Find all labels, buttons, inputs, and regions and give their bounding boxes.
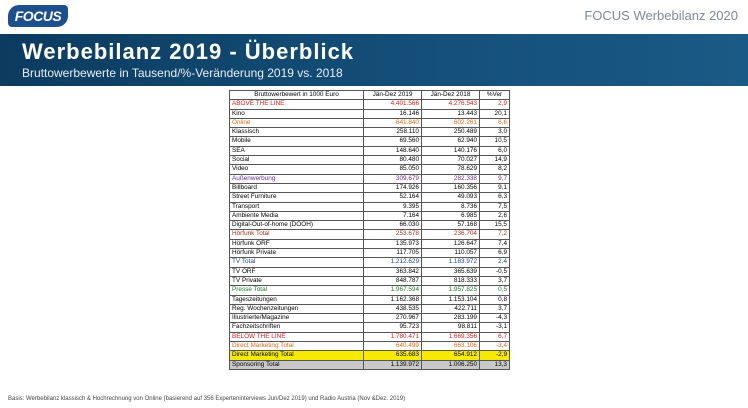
row-value-2019: 1.212.629 (364, 258, 422, 267)
table-header-row (230, 91, 510, 100)
row-value-2019: 69.560 (364, 137, 422, 146)
top-bar (0, 0, 748, 34)
row-percent-change: 13,3 (480, 360, 510, 369)
row-value-2019: 640.499 (364, 342, 422, 351)
row-percent-change: 7,4 (480, 239, 510, 248)
row-percent-change: -3,4 (480, 342, 510, 351)
row-label: Street Furniture (230, 193, 364, 202)
row-label: SEA (230, 146, 364, 155)
row-percent-change: 10,5 (480, 137, 510, 146)
row-label: Fachzeitschriften (230, 323, 364, 332)
row-value-2019: 174.926 (364, 183, 422, 192)
row-percent-change: 3,7 (480, 276, 510, 285)
table-row (230, 118, 510, 127)
row-value-2019: 641.840 (364, 118, 422, 127)
row-label: Social (230, 156, 364, 165)
row-percent-change: 6,7 (480, 332, 510, 341)
row-value-2019: 7.164 (364, 211, 422, 220)
advertising-table (229, 90, 510, 370)
row-value-2018: 70.027 (422, 156, 480, 165)
row-value-2019: 80.480 (364, 156, 422, 165)
row-value-2019: 85.050 (364, 165, 422, 174)
row-value-2018: 98.811 (422, 323, 480, 332)
row-percent-change: 14,9 (480, 156, 510, 165)
row-value-2019: 135.973 (364, 239, 422, 248)
header-2019: Jän-Dez 2019 (364, 91, 422, 100)
row-value-2019: 1.139.972 (364, 360, 422, 369)
row-percent-change: 7,2 (480, 230, 510, 239)
row-label: Klassisch (230, 128, 364, 137)
row-percent-change: 9,7 (480, 174, 510, 183)
row-percent-change: 6,3 (480, 193, 510, 202)
row-value-2018: 365.639 (422, 267, 480, 276)
footnote: Basis: Werbebilanz klassisch & Hochrechnung von Online (basierend auf 356 Experteninterviews Jun/Dez 2019) und Radio Austria (Nov &Dez. 2019) (8, 396, 406, 402)
row-value-2018: 13.443 (422, 109, 480, 118)
row-percent-change: 0,8 (480, 295, 510, 304)
table-row (230, 146, 510, 155)
row-label: Tageszeitungen (230, 295, 364, 304)
row-label: Ambiente Media (230, 211, 364, 220)
row-value-2018: 602.261 (422, 118, 480, 127)
row-value-2018: 818.333 (422, 276, 480, 285)
data-table-wrapper (229, 90, 510, 370)
row-value-2018: 78.629 (422, 165, 480, 174)
row-value-2018: 4.276.543 (422, 100, 480, 109)
row-label: Video (230, 165, 364, 174)
row-label: ABOVE THE LINE (230, 100, 364, 109)
row-label: TV ORF (230, 267, 364, 276)
row-value-2019: 438.535 (364, 304, 422, 313)
row-value-2018: 126.647 (422, 239, 480, 248)
row-label: Mobile (230, 137, 364, 146)
table-row (230, 360, 510, 369)
row-value-2019: 1.780.471 (364, 332, 422, 341)
row-label: Billboard (230, 183, 364, 192)
row-percent-change: 0,5 (480, 286, 510, 295)
row-label: Direct Marketing Total (230, 342, 364, 351)
row-value-2019: 4.401.566 (364, 100, 422, 109)
row-value-2019: 253.678 (364, 230, 422, 239)
row-label: Hörfunk Private (230, 249, 364, 258)
row-label: Sponsoring Total (230, 360, 364, 369)
row-percent-change: 2,9 (480, 100, 510, 109)
row-percent-change: 6,0 (480, 146, 510, 155)
table-row (230, 351, 510, 360)
row-label: Illustrierte/Magazine (230, 314, 364, 323)
row-value-2019: 52.164 (364, 193, 422, 202)
row-value-2019: 258.110 (364, 128, 422, 137)
row-value-2019: 309.679 (364, 174, 422, 183)
row-value-2018: 282.338 (422, 174, 480, 183)
row-value-2019: 95.723 (364, 323, 422, 332)
row-value-2018: 160.356 (422, 183, 480, 192)
row-value-2018: 663.106 (422, 342, 480, 351)
row-value-2018: 236.704 (422, 230, 480, 239)
row-percent-change: 15,5 (480, 221, 510, 230)
row-label: Transport (230, 202, 364, 211)
row-percent-change: 9,1 (480, 183, 510, 192)
table-row (230, 193, 510, 202)
row-label: TV Private (230, 276, 364, 285)
row-value-2018: 8.736 (422, 202, 480, 211)
row-label: TV Total (230, 258, 364, 267)
row-value-2019: 1.162.368 (364, 295, 422, 304)
title-banner (0, 34, 748, 86)
row-percent-change: 20,1 (480, 109, 510, 118)
row-label: Hörfunk Total (230, 230, 364, 239)
row-percent-change: -2,9 (480, 351, 510, 360)
table-row (230, 230, 510, 239)
table-row (230, 332, 510, 341)
row-value-2019: 635.683 (364, 351, 422, 360)
row-label: Direct Marketing Total (230, 351, 364, 360)
table-row (230, 100, 510, 109)
table-row (230, 304, 510, 313)
row-value-2018: 1.669.356 (422, 332, 480, 341)
row-percent-change: 3,0 (480, 128, 510, 137)
row-label: BELOW THE LINE (230, 332, 364, 341)
row-value-2018: 6.985 (422, 211, 480, 220)
row-value-2018: 1.006.250 (422, 360, 480, 369)
table-row (230, 314, 510, 323)
row-value-2018: 1.153.104 (422, 295, 480, 304)
brand-title: FOCUS Werbebilanz 2020 (584, 8, 738, 23)
row-percent-change: 6,6 (480, 118, 510, 127)
row-value-2018: 1.957.825 (422, 286, 480, 295)
table-row (230, 109, 510, 118)
row-percent-change: 6,9 (480, 249, 510, 258)
row-value-2019: 148.640 (364, 146, 422, 155)
focus-logo: FOCUS (8, 5, 68, 27)
row-value-2018: 283.199 (422, 314, 480, 323)
row-percent-change: -3,1 (480, 323, 510, 332)
table-row (230, 342, 510, 351)
row-percent-change: 3,7 (480, 304, 510, 313)
table-row (230, 128, 510, 137)
row-percent-change: 8,2 (480, 165, 510, 174)
table-row (230, 137, 510, 146)
table-row (230, 295, 510, 304)
row-value-2018: 250.489 (422, 128, 480, 137)
header-category: Bruttowerbewert in 1000 Euro (230, 91, 364, 100)
row-label: Online (230, 118, 364, 127)
row-value-2018: 654.912 (422, 351, 480, 360)
row-label: Außenwerbung (230, 174, 364, 183)
table-row (230, 239, 510, 248)
table-body (230, 100, 510, 370)
table-row (230, 211, 510, 220)
row-percent-change: -0,5 (480, 267, 510, 276)
row-percent-change: 2,6 (480, 211, 510, 220)
row-percent-change: -4,3 (480, 314, 510, 323)
row-percent-change: 2,4 (480, 258, 510, 267)
row-label: Presse Total (230, 286, 364, 295)
row-value-2018: 422.711 (422, 304, 480, 313)
table-row (230, 286, 510, 295)
page-title: Werbebilanz 2019 - Überblick (22, 39, 355, 64)
table-row (230, 267, 510, 276)
row-value-2018: 57.168 (422, 221, 480, 230)
row-value-2019: 66.030 (364, 221, 422, 230)
row-label: Hörfunk ORF (230, 239, 364, 248)
table-row (230, 221, 510, 230)
header-2018: Jän-Dez 2018 (422, 91, 480, 100)
table-row (230, 249, 510, 258)
row-value-2018: 62.940 (422, 137, 480, 146)
row-label: Digital-Out-of-home (DOOH) (230, 221, 364, 230)
row-value-2019: 117.705 (364, 249, 422, 258)
row-value-2018: 49.093 (422, 193, 480, 202)
row-value-2019: 1.967.594 (364, 286, 422, 295)
row-value-2019: 363.842 (364, 267, 422, 276)
header-percent-change: %Ver (480, 91, 510, 100)
table-row (230, 202, 510, 211)
row-value-2019: 9.395 (364, 202, 422, 211)
page-subtitle: Bruttowerbewerte in Tausend/%-Veränderung 2019 vs. 2018 (22, 66, 343, 80)
table-row (230, 165, 510, 174)
table-row (230, 183, 510, 192)
table-row (230, 258, 510, 267)
row-label: Kino (230, 109, 364, 118)
row-label: Reg. Wochenzeitungen (230, 304, 364, 313)
table-row (230, 156, 510, 165)
table-row (230, 276, 510, 285)
row-value-2019: 848.787 (364, 276, 422, 285)
row-value-2018: 140.176 (422, 146, 480, 155)
row-value-2019: 270.967 (364, 314, 422, 323)
row-percent-change: 7,5 (480, 202, 510, 211)
row-value-2018: 110.057 (422, 249, 480, 258)
table-row (230, 174, 510, 183)
row-value-2019: 16.146 (364, 109, 422, 118)
row-value-2018: 1.183.972 (422, 258, 480, 267)
table-row (230, 323, 510, 332)
